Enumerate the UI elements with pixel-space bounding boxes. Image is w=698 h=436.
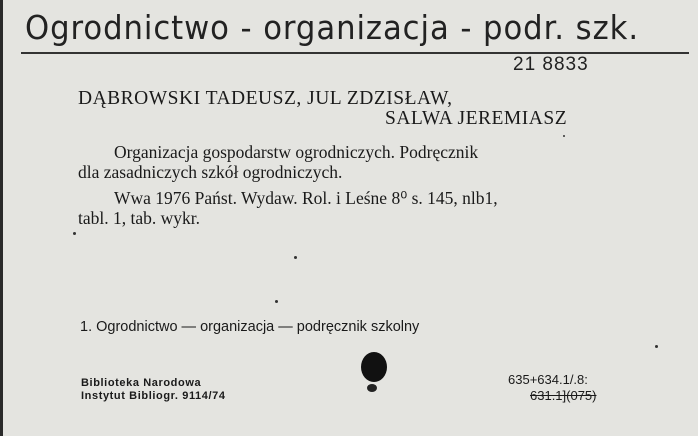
- title-block: [78, 142, 638, 182]
- speck: [563, 135, 565, 137]
- authors-line-1: DĄBROWSKI TADEUSZ, JUL ZDZISŁAW,: [78, 88, 453, 109]
- speck: [655, 345, 658, 348]
- heading-rule: [21, 52, 689, 54]
- library-institute: Instytut Bibliogr. 9114/74: [81, 390, 226, 402]
- classification-block: [508, 372, 597, 404]
- imprint-block: [78, 188, 678, 228]
- speck: [294, 256, 297, 259]
- imprint-line-2: tabl. 1, tab. wykr.: [78, 208, 200, 228]
- title-line-1: Organizacja gospodarstw ogrodniczych. Podręcznik: [114, 142, 479, 162]
- punch-hole-icon: [358, 350, 392, 398]
- speck: [73, 232, 76, 235]
- speck: [275, 300, 278, 303]
- classification-line-1: 635+634.1/.8:: [508, 372, 588, 387]
- classification-line-2: 631.1](075): [530, 388, 597, 403]
- title-line-2: dla zasadniczych szkół ogrodniczych.: [78, 162, 343, 182]
- library-stamp: [81, 377, 226, 403]
- authors-line-2: SALWA JEREMIASZ: [385, 108, 568, 129]
- call-number: 21 8833: [513, 54, 589, 75]
- subject-heading: 1. Ogrodnictwo — organizacja — podręcznik szkolny: [80, 319, 420, 335]
- library-name: Biblioteka Narodowa: [81, 377, 202, 389]
- imprint-line-1: Wwa 1976 Państ. Wydaw. Rol. i Leśne 8⁰ s. 145, nlb1,: [114, 188, 498, 208]
- card-heading: Ogrodnictwo - organizacja - podr. szk.: [25, 8, 640, 47]
